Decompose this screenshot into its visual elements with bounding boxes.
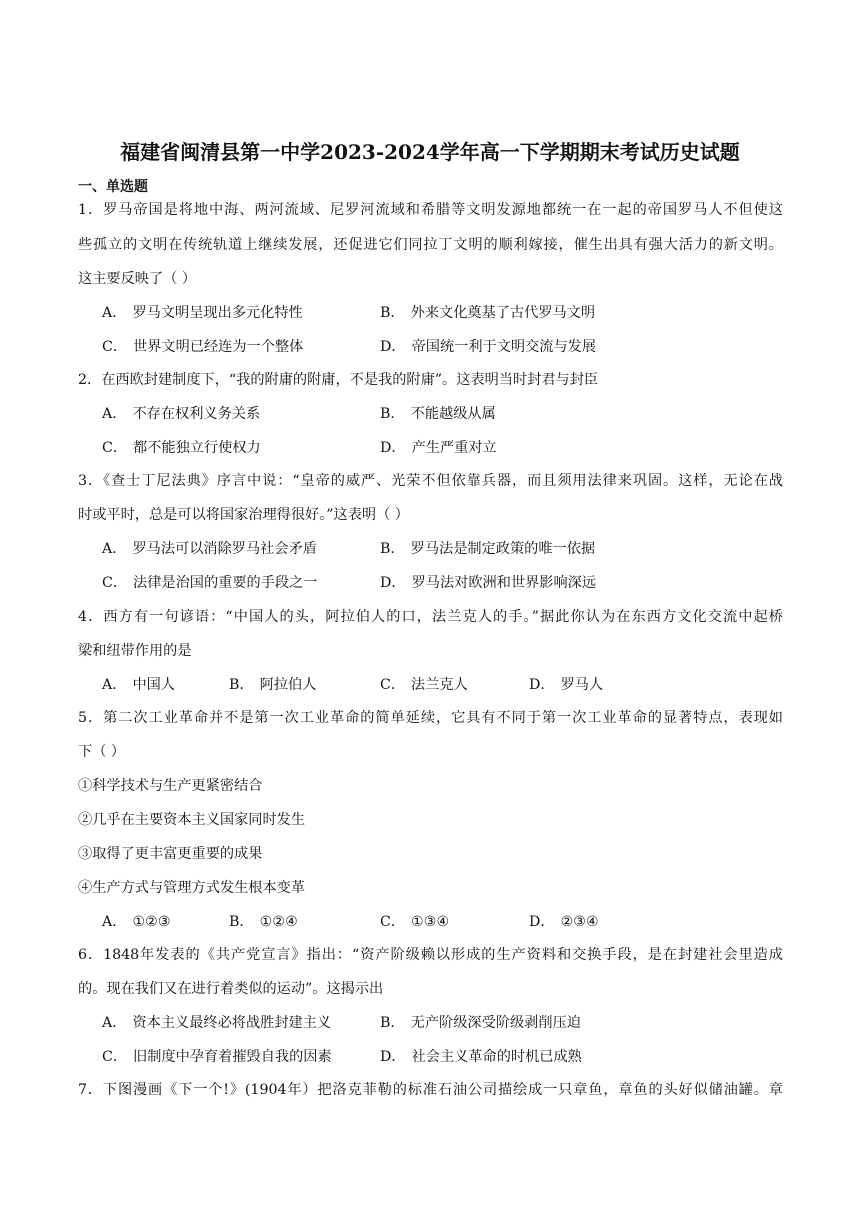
- q1-line-2: 些孤立的文明在传统轨道上继续发展，还促进它们同拉丁文明的顺利嫁接，催生出具有强大活力的新文明。: [78, 237, 783, 253]
- q6-option-c: [102, 1047, 332, 1067]
- option-text: 外来文化奠基了古代罗马文明: [410, 305, 596, 321]
- option-letter: D．: [380, 339, 406, 355]
- q3-option-c: [102, 573, 318, 593]
- q4-option-d: [529, 675, 603, 695]
- q1-option-b: [380, 303, 595, 323]
- q3-option-d: [380, 573, 596, 593]
- q6-line-2: 的。现在我们又在进行着类似的运动”。这揭示出: [78, 981, 384, 997]
- option-letter: D．: [529, 914, 555, 930]
- option-letter: A．: [102, 914, 127, 930]
- option-text: 资本主义最终必将战胜封建主义: [132, 1015, 332, 1031]
- option-text: 帝国统一利于文明交流与发展: [411, 339, 597, 355]
- option-text: 都不能独立行使权力: [133, 440, 261, 456]
- option-letter: C．: [102, 440, 128, 456]
- q5-option-d: [529, 912, 599, 932]
- option-letter: B．: [229, 677, 254, 693]
- q4-line-2: 梁和纽带作用的是: [78, 643, 192, 659]
- option-text: ②③④: [560, 914, 599, 930]
- q5-line-1: 5．第二次工业革命并不是第一次工业革命的简单延续，它具有不同于第一次工业革命的显著特点，表现如: [78, 710, 783, 726]
- option-text: 无产阶级深受阶级剥削压迫: [410, 1015, 581, 1031]
- q5-statement-3: ③取得了更丰富更重要的成果: [78, 846, 263, 862]
- option-letter: A．: [102, 541, 127, 557]
- option-text: ①②③: [132, 914, 171, 930]
- option-letter: A．: [102, 677, 127, 693]
- q2-option-d: [380, 438, 497, 458]
- option-text: 旧制度中孕育着摧毁自我的因素: [133, 1049, 332, 1065]
- q1-line-3: 这主要反映了（ ）: [78, 271, 197, 287]
- option-letter: B．: [380, 406, 405, 422]
- q6-option-b: [380, 1013, 581, 1033]
- q6-option-d: [380, 1047, 582, 1067]
- q4-option-b: [229, 675, 316, 695]
- q3-line-1: 3．《查士丁尼法典》序言中说：“皇帝的威严、光荣不但依靠兵器，而且须用法律来巩固。这样，无论在战: [78, 473, 783, 489]
- q1-option-c: [102, 337, 303, 357]
- q6-line-1: 6．1848年发表的《共产党宣言》指出：“资产阶级赖以形成的生产资料和交换手段，是在封建社会里造成: [78, 947, 783, 963]
- option-text: 世界文明已经连为一个整体: [133, 339, 304, 355]
- q5-line-2: 下（ ）: [78, 744, 126, 760]
- q2-option-a: [102, 404, 260, 424]
- option-text: ①②④: [259, 914, 298, 930]
- section-heading: 一、单选题: [78, 179, 148, 195]
- option-letter: C．: [102, 575, 128, 591]
- q3-line-2: 时或平时，总是可以将国家治理得很好。”这表明（ ）: [78, 507, 409, 523]
- option-text: 罗马人: [560, 677, 604, 693]
- option-letter: A．: [102, 406, 127, 422]
- q6-option-a: [102, 1013, 331, 1033]
- option-text: 罗马法对欧洲和世界影响深远: [411, 575, 597, 591]
- option-letter: B．: [229, 914, 254, 930]
- option-text: 产生严重对立: [411, 440, 497, 456]
- option-letter: C．: [380, 914, 406, 930]
- option-letter: B．: [380, 541, 405, 557]
- q2-option-b: [380, 404, 496, 424]
- option-letter: D．: [380, 440, 406, 456]
- q1-line-1: 1．罗马帝国是将地中海、两河流域、尼罗河流域和希腊等文明发源地都统一在一起的帝国罗马人不但使这: [78, 202, 783, 218]
- option-letter: D．: [529, 677, 555, 693]
- q7-line-1: 7．下图漫画《下一个!》(1904年）把洛克菲勒的标准石油公司描绘成一只章鱼，章鱼的头好似储油罐。章: [78, 1082, 783, 1098]
- option-letter: D．: [380, 575, 406, 591]
- option-letter: B．: [380, 1015, 405, 1031]
- q5-option-c: [380, 912, 449, 932]
- option-text: 法律是治国的重要的手段之一: [133, 575, 318, 591]
- option-letter: C．: [102, 1049, 128, 1065]
- q5-statement-1: ①科学技术与生产更紧密结合: [78, 778, 263, 794]
- option-text: 罗马法可以消除罗马社会矛盾: [132, 541, 317, 557]
- q5-statement-2: ②几乎在主要资本主义国家同时发生: [78, 812, 306, 828]
- q4-option-a: [102, 675, 175, 695]
- option-text: 不存在权利义务关系: [132, 406, 261, 422]
- q3-option-a: [102, 539, 317, 559]
- q1-option-d: [380, 337, 596, 357]
- q5-statement-4: ④生产方式与管理方式发生根本变革: [78, 880, 306, 896]
- option-text: 罗马文明呈现出多元化特性: [132, 305, 303, 321]
- q4-option-c: [380, 675, 468, 695]
- option-letter: A．: [102, 1015, 127, 1031]
- option-text: 中国人: [132, 677, 176, 693]
- option-text: ①③④: [411, 914, 450, 930]
- option-text: 社会主义革命的时机已成熟: [411, 1049, 582, 1065]
- option-letter: D．: [380, 1049, 406, 1065]
- option-letter: C．: [380, 677, 406, 693]
- q2-line-1: 2．在西欧封建制度下，“我的附庸的附庸，不是我的附庸”。这表明当时封君与封臣: [78, 372, 599, 388]
- option-text: 罗马法是制定政策的唯一依据: [410, 541, 596, 557]
- page-title: 福建省闽清县第一中学2023-2024学年高一下学期期末考试历史试题: [120, 140, 740, 164]
- option-letter: C．: [102, 339, 128, 355]
- option-text: 法兰克人: [411, 677, 468, 693]
- option-text: 阿拉伯人: [259, 677, 317, 693]
- q1-option-a: [102, 303, 303, 323]
- q2-option-c: [102, 438, 261, 458]
- q3-option-b: [380, 539, 595, 559]
- q4-line-1: 4．西方有一句谚语：“中国人的头，阿拉伯人的口，法兰克人的手。”据此你认为在东西方文化交流中起桥: [78, 609, 783, 625]
- option-letter: B．: [380, 305, 405, 321]
- option-text: 不能越级从属: [410, 406, 496, 422]
- q5-option-a: [102, 912, 171, 932]
- q5-option-b: [229, 912, 298, 932]
- option-letter: A．: [102, 305, 127, 321]
